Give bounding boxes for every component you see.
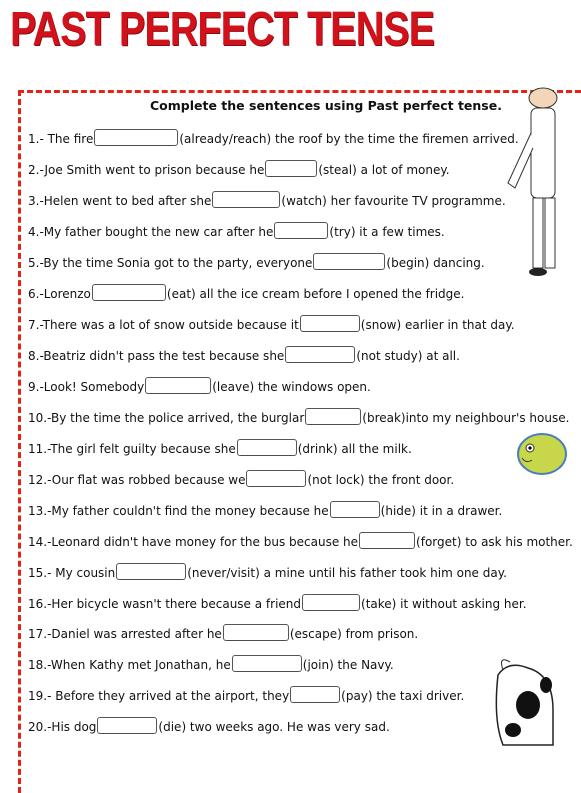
sentence-16: 16.-Her bicycle wasn't there because a friend (take) it without asking her. <box>28 594 527 611</box>
sentence-18: 18.-When Kathy met Jonathan, he (join) the Navy. <box>28 655 394 672</box>
answer-blank[interactable] <box>212 191 280 208</box>
answer-blank[interactable] <box>330 501 380 518</box>
sentence-6: 6.-Lorenzo (eat) all the ice cream before I opened the fridge. <box>28 284 465 301</box>
answer-blank[interactable] <box>274 222 328 239</box>
answer-blank[interactable] <box>246 470 306 487</box>
sentence-20: 20.-His dog (die) two weeks ago. He was very sad. <box>28 717 390 734</box>
answer-blank[interactable] <box>285 346 355 363</box>
answer-blank[interactable] <box>145 377 211 394</box>
sentence-19: 19.- Before they arrived at the airport, they (pay) the taxi driver. <box>28 686 464 703</box>
answer-blank[interactable] <box>92 284 166 301</box>
answer-blank[interactable] <box>97 717 157 734</box>
answer-blank[interactable] <box>359 532 415 549</box>
sentence-11: 11.-The girl felt guilty because she (drink) all the milk. <box>28 439 412 456</box>
answer-blank[interactable] <box>302 594 360 611</box>
sentence-8: 8.-Beatriz didn't pass the test because she (not study) at all. <box>28 346 460 363</box>
answer-blank[interactable] <box>290 686 340 703</box>
answer-blank[interactable] <box>223 624 289 641</box>
cow-clipart <box>488 650 553 745</box>
sentence-7: 7.-There was a lot of snow outside because it (snow) earlier in that day. <box>28 315 515 332</box>
sentence-13: 13.-My father couldn't find the money because he (hide) it in a drawer. <box>28 501 502 518</box>
sailor-clipart <box>503 78 553 278</box>
sentence-17: 17.-Daniel was arrested after he (escape) from prison. <box>28 624 418 641</box>
sentence-2: 2.-Joe Smith went to prison because he (steal) a lot of money. <box>28 160 450 177</box>
answer-blank[interactable] <box>265 160 317 177</box>
sentence-3: 3.-Helen went to bed after she (watch) her favourite TV programme. <box>28 191 506 208</box>
page-title: PAST PERFECT TENSE <box>10 3 435 56</box>
sentence-12: 12.-Our flat was robbed because we (not lock) the front door. <box>28 470 454 487</box>
answer-blank[interactable] <box>237 439 297 456</box>
answer-blank[interactable] <box>313 253 385 270</box>
sentence-1: 1.- The fire (already/reach) the roof by the time the firemen arrived. <box>28 129 519 146</box>
answer-blank[interactable] <box>300 315 360 332</box>
fish-clipart <box>512 428 553 480</box>
answer-blank[interactable] <box>116 563 186 580</box>
answer-blank[interactable] <box>94 129 178 146</box>
sentence-9: 9.-Look! Somebody (leave) the windows open. <box>28 377 371 394</box>
answer-blank[interactable] <box>232 655 302 672</box>
sentence-4: 4.-My father bought the new car after he (try) it a few times. <box>28 222 445 239</box>
sentence-15: 15.- My cousin (never/visit) a mine until his father took him one day. <box>28 563 507 580</box>
sentence-5: 5.-By the time Sonia got to the party, everyone (begin) dancing. <box>28 253 485 270</box>
instructions: Complete the sentences using Past perfect tense. <box>150 98 502 113</box>
answer-blank[interactable] <box>305 408 361 425</box>
sentence-10: 10.-By the time the police arrived, the burglar (break)into my neighbour's house. <box>28 408 569 425</box>
sentence-14: 14.-Leonard didn't have money for the bus because he (forget) to ask his mother. <box>28 532 573 549</box>
